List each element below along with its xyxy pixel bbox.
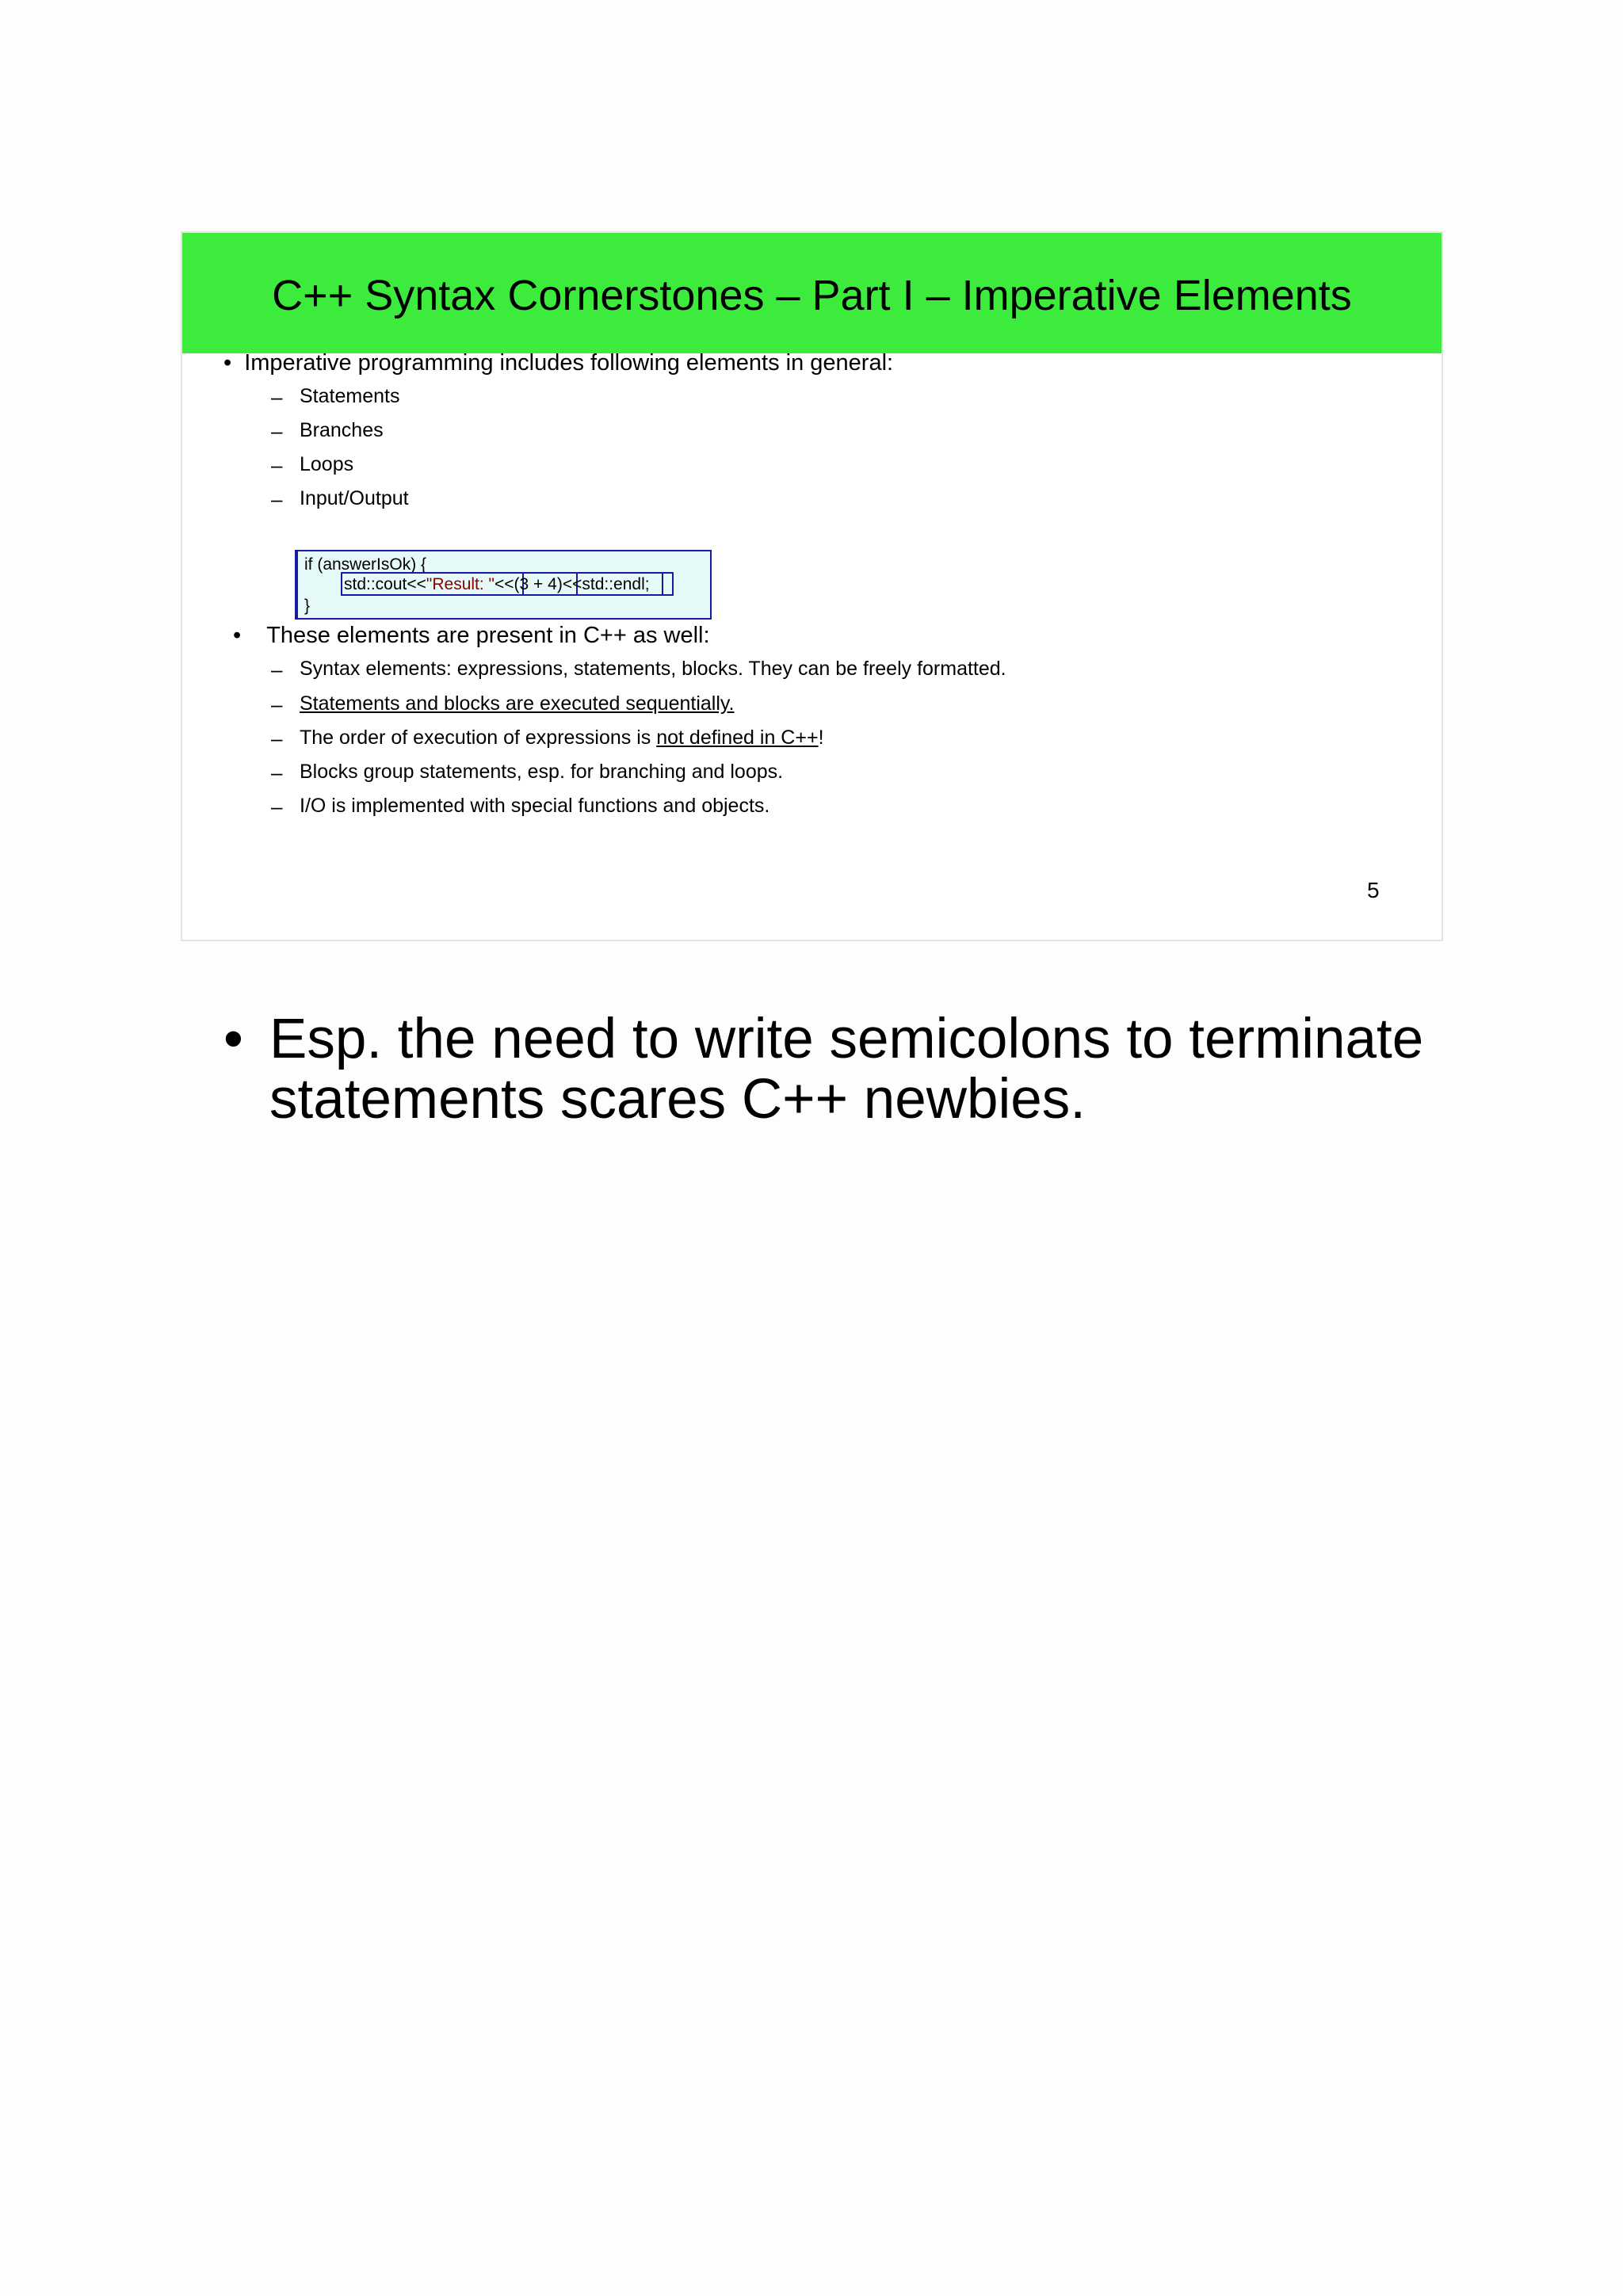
- dash-icon: –: [271, 487, 283, 511]
- code-endl: <<std::endl: [562, 575, 645, 593]
- code-line-3: }: [304, 597, 311, 615]
- sub-item-branches: Branches: [300, 419, 384, 441]
- sub2-item-3: [300, 728, 824, 748]
- dash-icon: –: [271, 727, 283, 750]
- title-bar: [182, 233, 1442, 353]
- semicolon-box: [662, 572, 674, 596]
- dash-icon: –: [271, 795, 283, 818]
- code-line-2: [344, 576, 650, 593]
- sub2-item-2: Statements and blocks are executed sequentially.: [300, 692, 735, 715]
- page-number: 5: [1367, 878, 1380, 902]
- slide: [181, 231, 1443, 941]
- code-semicolon: ;: [644, 575, 650, 593]
- sub2-item-3-prefix: The order of execution of expressions is: [300, 727, 657, 749]
- code-string: "Result: ": [426, 575, 495, 593]
- sub2-item-5: I/O is implemented with special functions and objects.: [300, 795, 770, 817]
- dash-icon: –: [271, 692, 283, 716]
- sub-item-io: Input/Output: [300, 487, 409, 509]
- code-op: <<: [495, 575, 514, 593]
- note-bullet: •: [223, 1008, 243, 1070]
- dash-icon: –: [271, 419, 283, 443]
- sub2-item-3-underlined: not defined in C++: [656, 727, 819, 749]
- bullet-dot: •: [223, 350, 232, 376]
- slide-title: C++ Syntax Cornerstones – Part I – Imperative Elements: [272, 272, 1352, 319]
- code-line-1: if (answerIsOk) {: [304, 555, 427, 574]
- dash-icon: –: [271, 385, 283, 409]
- code-cout: std::cout<<: [344, 575, 426, 593]
- dash-icon: –: [271, 453, 283, 477]
- speaker-note: Esp. the need to write semicolons to terminate statements scares C++ newbies.: [269, 1008, 1424, 1131]
- bullet-1-text: Imperative programming includes following elements in general:: [244, 350, 894, 376]
- sub2-item-4: Blocks group statements, esp. for branching and loops.: [300, 761, 784, 783]
- dash-icon: –: [271, 761, 283, 784]
- code-expression: (3 + 4): [514, 575, 563, 593]
- code-example: [295, 550, 712, 620]
- bullet-2: [233, 624, 710, 647]
- bullet-dot: •: [233, 623, 242, 648]
- sub2-item-3-suffix: !: [818, 727, 824, 749]
- sub-item-loops: Loops: [300, 453, 354, 475]
- sub2-item-1: Syntax elements: expressions, statements, blocks. They can be freely formatted.: [300, 658, 1006, 680]
- bullet-1: [223, 352, 893, 375]
- sub-item-statements: Statements: [300, 385, 400, 407]
- bullet-2-text: These elements are present in C++ as well:: [266, 623, 710, 648]
- dash-icon: –: [271, 658, 283, 681]
